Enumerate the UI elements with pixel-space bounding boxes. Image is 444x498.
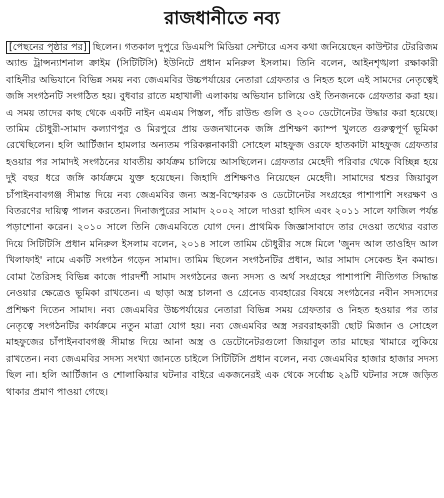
article-body-text: ছিলেন। গতকাল দুপুরে ডিএমপি মিডিয়া সেন্টারে এসব কথা জনিয়েছেন কাউন্টার টেররিজম অ্যান্ড ট্রান্সন্যাশনাল ক্রাইম (সিটিটিসি) ইউনিটে প্রধান মনিরুল ইসলাম। তিনি বলেন, আইনশৃঙ্খলা রক্ষাকারী বাহিনীর অভিযানে বিভিন্ন সময় নব্য জেএমবির উচ্চপর্যায়ের নেতারা গ্রেফতার ও নিহত হলে এই সামদের নেতৃত্বেই জঙ্গি সংগঠনটি সংগঠিত হয়। বুধবার রাতে মহাখালী এলাকায় অভিযান চালিয়ে ওই তিনজনকে গ্রেফতার করা হয়। এ সময় তাদের কাছ থেকে একটি নাইন এমএম পিস্তল, পাঁচ রাউন্ড গুলি ও ২০০ ডেটোনেটর উদ্ধার করা হয়েছে। তামিম চৌধুরী-সামাদ কল্যাণপুর ও মিরপুরে প্রায় ডজনখানেক জঙ্গি প্রশিক্ষণ ক্যাম্প খুলতে গুরুত্বপূর্ণ ভূমিকা রেখেছিলেন। হলি আর্টিজান হামলার অন্যতম পরিকল্পনাকারী সোহেল মাহফুজ ওরফে হাতকাটা মাহফুজ গ্রেফতার হওয়ার পর সামাদই সংগঠনের যাবতীয় কার্যক্রম চালিয়ে আসছিলেন। গ্রেফতার মেহেদী পরিবার থেকে বিচ্ছিন্ন হয়ে দুই বছর ধরে জঙ্গি কার্যক্রমে যুক্ত হয়েছেন। জিহাদি প্রশিক্ষণও নিয়েছেন মেহেদী। সামাদের শ্বশুর জিয়াবুল চাঁপাইনবাবগঞ্জ সীমান্ত দিয়ে নব্য জেএমবির জন্য অস্ত্র-বিস্ফোরক ও ডেটোনেটর সংগ্রহের পাশাপাশি সংরক্ষণ ও বিতরণের দায়িত্ব পালন করতেন। দিনাজপুরের সামাদ ২০০২ সালে দাওরা হাদিস এবং ২০১১ সালে ফাজিল পর্যন্ত পড়াশোনা করেন। ২০১০ সালে তিনি জেএমবিতে যোগ দেন। প্রাথমিক জিজ্ঞাসাবাদে তার দেওয়া তথ্যের বরাত দিয়ে সিটিটিসি প্রধান মনিরুল ইসলাম বলেন, ২০১৪ সালে তামিম চৌধুরীর সঙ্গে মিলে 'জুনদ আল তাওহিদ আল খিলাফাই' নামে একটি সংগঠন গড়েন সামাদ। তামিম ছিলেন সংগঠনটির প্রধান, আর সামাদ সেকেন্ড ইন কমান্ড। বোমা তৈরিসহ বিভিন্ন কাজে পারদর্শী সামাদ সংগঠনের জন্য সদস্য ও অর্থ সংগ্রহের পাশাপাশি নীতিগত সিদ্ধান্ত নেওয়ার ক্ষেত্রেও ভূমিকা রাখতেন। এ ছাড়া অস্ত্র চালনা ও গ্রেনেড ব্যবহারের বিষয়ে সংগঠনের নবীন সদস্যদের প্রশিক্ষণ দিতেন সামাদ। নব্য জেএমবির উচ্চপর্যায়ের নেতারা বিভিন্ন সময় গ্রেফতার ও নিহত হওয়ার পর তার নেতৃত্বে সংগঠনটির কার্যক্রমে নতুন মাত্রা যোগ হয়। নব্য জেএমবির অস্ত্র সরবরাহকারী ছোট মিজান ও সোহেল মাহফুজের চাঁপাইনবাবগঞ্জ সীমান্ত দিয়ে আনা অস্ত্র ও ডেটোনেটরগুলো জিয়াবুল তার মাছের খামারে লুকিয়ে রাখতেন। নব্য জেএমবির সদস্য সংখ্যা জানতে চাইলে সিটিটিসি প্রধান বলেন, নব্য জেএমবির হাজার হাজার সদস্য ছিল না। হলি আর্টিজান ও শোলাকিয়ার ঘটনার বাইরে একজনেরই এক থেকে সর্বোচ্চ ২৯টি ঘটনার সঙ্গে জড়িত থাকার প্রমাণ পাওয়া গেছে। [6,42,438,398]
article-headline: রাজধানীতে নব্য [164,8,280,29]
article-body [6,40,438,401]
continued-from-label: [পেছনের পৃষ্ঠার পর] [6,41,90,54]
